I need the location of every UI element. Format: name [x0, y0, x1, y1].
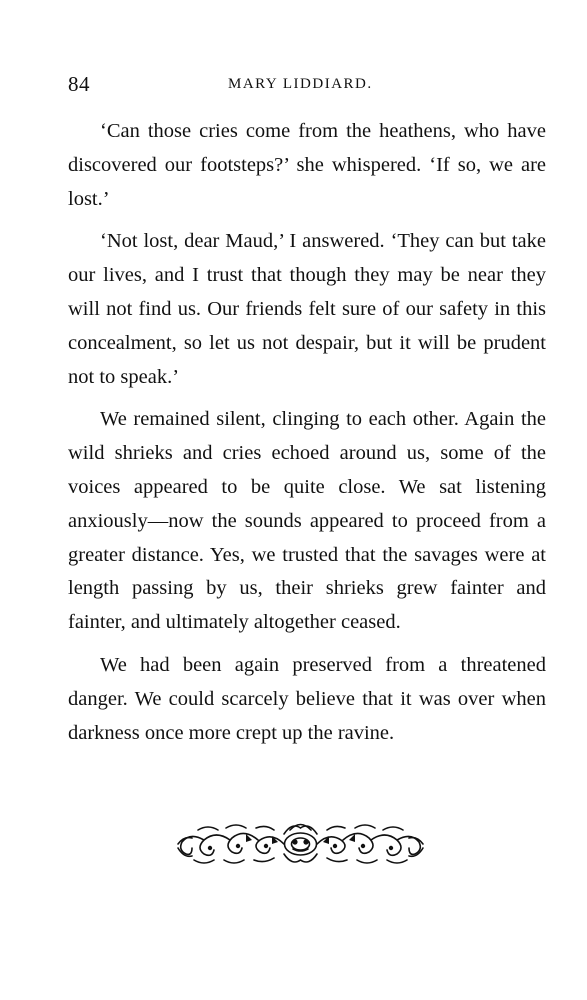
paragraph-3: We remained silent, clinging to each other. Again the wild shrieks and cries echoed around us, some of the voices appeared to be quite close. We sat listening anxiously—now the sounds appeared to proceed from a greater distance. Yes, we trusted that the savages were at length passing by us, their shrieks grew fainter and fainter, and ultimately altogether ceased.: [68, 408, 546, 634]
paragraph-2: ‘Not lost, dear Maud,’ I answered. ‘They can but take our lives, and I trust that though they may be near they will not find us. Our friends felt sure of our safety in this concealment, so let us not despair, but it will be prudent not to speak.’: [68, 230, 546, 388]
body-text: [68, 115, 546, 759]
paragraph-1: ‘Can those cries come from the heathens, who have discovered our footsteps?’ she whispered. ‘If so, we are lost.’: [68, 120, 546, 210]
running-title: MARY LIDDIARD.: [228, 76, 373, 92]
page-number: 84: [68, 72, 90, 96]
paragraph-4: We had been again preserved from a threatened danger. We could scarcely believe that it was over when darkness once more crept up the ravine.: [68, 653, 546, 744]
foliate-scroll-tailpiece-icon: [174, 818, 427, 870]
running-head: [68, 72, 546, 98]
